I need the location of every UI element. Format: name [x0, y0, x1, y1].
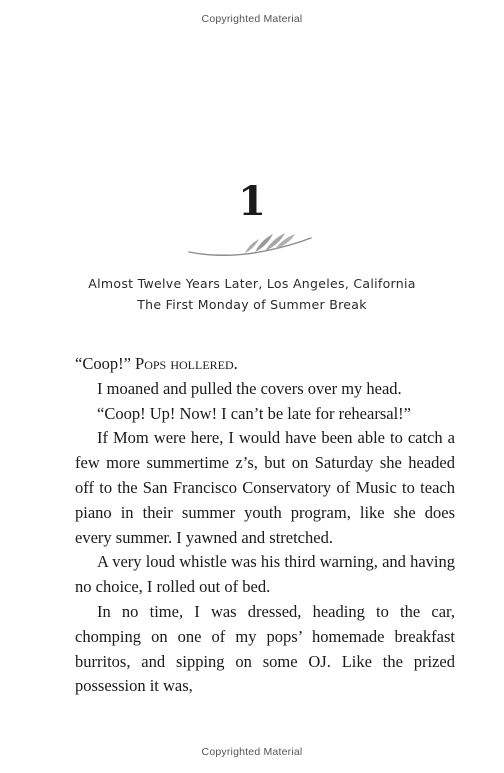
chapter-body [75, 352, 455, 699]
paragraph-2: I moaned and pulled the covers over my head. [97, 378, 402, 398]
paragraph-6: In no time, I was dressed, heading to the car, chomping on one of my pops’ homemade breakfast burritos, and sipping on some OJ. Like the prized possession it was, [75, 601, 455, 696]
paragraph-5: A very loud whistle was his third warning, and having no choice, I rolled out of bed. [75, 552, 455, 597]
leaf-ornament-icon [185, 230, 315, 262]
paragraph-4: If Mom were here, I would have been able to catch a few more summertime z’s, but on Saturday she headed off to the San Francisco Conservatory of Music to teach piano in their summer youth program, like she does every summer. I yawned and stretched. [75, 428, 455, 547]
chapter-subtitle-date: The First Monday of Summer Break [137, 297, 367, 312]
page-header: Copyrighted Material [201, 13, 303, 25]
paragraph-1-quote: “Coop!” [75, 354, 131, 373]
paragraph-1 [75, 352, 455, 377]
paragraph-3: “Coop! Up! Now! I can’t be late for rehearsal!” [97, 403, 411, 423]
chapter-number: 1 [238, 178, 266, 225]
paragraph-1-smallcaps: Pops hollered. [135, 354, 238, 373]
page-footer: Copyrighted Material [201, 746, 303, 758]
chapter-subtitle-location: Almost Twelve Years Later, Los Angeles, California [88, 276, 416, 291]
